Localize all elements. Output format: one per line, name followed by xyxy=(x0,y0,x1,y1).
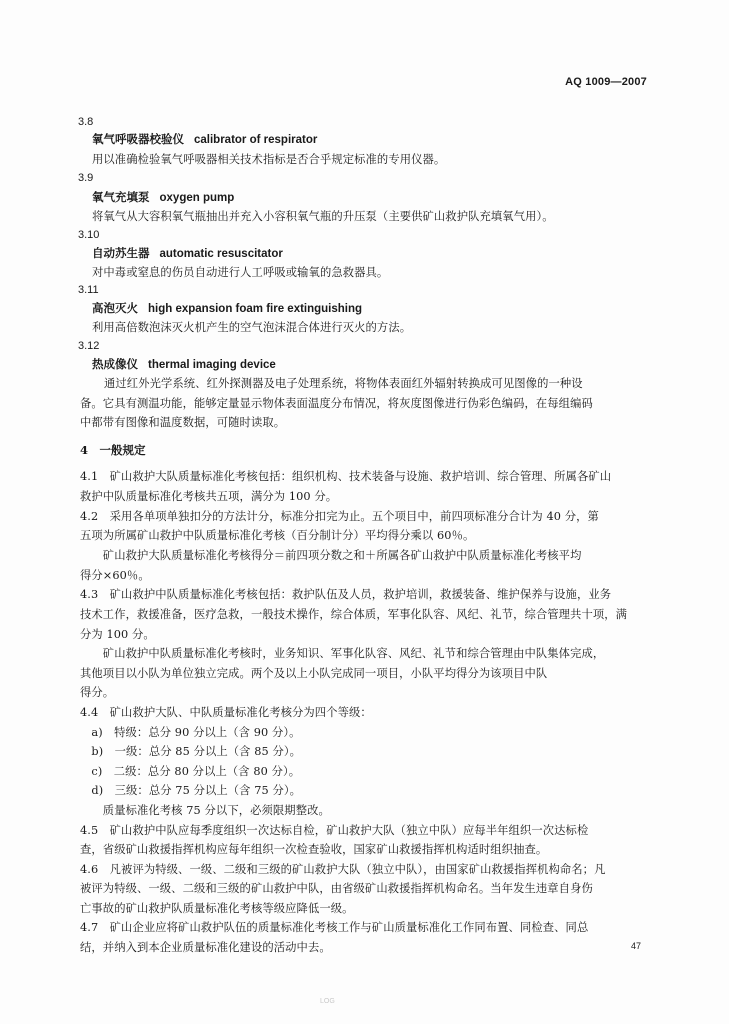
term-title xyxy=(92,189,234,205)
list-item: b) 一级：总分 85 分以上（含 85 分）。 xyxy=(80,745,302,758)
footer-mark: LOG xyxy=(320,998,335,1005)
term-title xyxy=(92,245,283,261)
list-item: c) 二级：总分 80 分以上（含 80 分）。 xyxy=(80,765,301,778)
term-description: 将氧气从大容积氧气瓶抽出并充入小容积氧气瓶的升压泵（主要供矿山救护队充填氧气用）。 xyxy=(92,210,554,223)
paragraph-line: 4.3 矿山救护中队质量标准化考核包括：救护队伍及人员，救护培训，救援装备、维护保养与设施，业务 xyxy=(80,588,612,601)
paragraph-line: 4.7 矿山企业应将矿山救护队伍的质量标准化考核工作与矿山质量标准化工作同布置、同检查、同总 xyxy=(80,921,589,934)
paragraph-line: 得分×60％。 xyxy=(80,569,150,582)
list-item: a) 特级：总分 90 分以上（含 90 分）。 xyxy=(80,726,301,739)
term-number: 3.9 xyxy=(78,172,94,184)
term-title-en: thermal imaging device xyxy=(148,359,276,371)
paragraph-line: 质量标准化考核 75 分以下，必须限期整改。 xyxy=(80,804,330,817)
term-number: 3.12 xyxy=(78,340,100,352)
standard-code: AQ 1009—2007 xyxy=(565,76,647,88)
page-number: 47 xyxy=(630,941,641,951)
paragraph-line: 被评为特级、一级、二级和三级的矿山救护中队，由省级矿山救援指挥机构命名。当年发生违章自身伤 xyxy=(80,882,593,895)
term-number: 3.10 xyxy=(78,229,100,241)
term-description: 备。它具有测温功能，能够定量显示物体表面温度分布情况，将灰度图像进行伪彩色编码，在每组编码 xyxy=(80,397,593,410)
paragraph-line: 4.5 矿山救护中队应每季度组织一次达标自检，矿山救护大队（独立中队）应每半年组织一次达标检 xyxy=(80,824,589,837)
term-description: 利用高倍数泡沫灭火机产生的空气泡沫混合体进行灭火的方法。 xyxy=(92,321,412,334)
term-title-en: calibrator of respirator xyxy=(194,134,318,146)
paragraph-line: 其他项目以小队为单位独立完成。两个及以上小队完成同一项目，小队平均得分为该项目中队 xyxy=(80,667,548,680)
paragraph-line: 救护中队质量标准化考核共五项，满分为 100 分。 xyxy=(80,490,338,503)
term-title-en: oxygen pump xyxy=(159,192,235,204)
paragraph-line: 矿山救护中队质量标准化考核时，业务知识、军事化队容、风纪、礼节和综合管理由中队集体完成， xyxy=(80,647,605,660)
term-title xyxy=(92,300,362,316)
paragraph-line: 矿山救护大队质量标准化考核得分＝前四项分数之和＋所属各矿山救护中队质量标准化考核平均 xyxy=(80,549,582,562)
paragraph-line: 查，省级矿山救援指挥机构应每年组织一次检查验收，国家矿山救援指挥机构适时组织抽查。 xyxy=(80,843,548,856)
paragraph-line: 4.2 采用各单项单独扣分的方法计分，标准分扣完为止。五个项目中，前四项标准分合计为 40 分，第 xyxy=(80,510,599,523)
paragraph-line: 亡事故的矿山救护队质量标准化考核等级应降低一级。 xyxy=(80,902,354,915)
paragraph-line: 结，并纳入到本企业质量标准化建设的活动中去。 xyxy=(80,941,331,954)
paragraph-line: 分为 100 分。 xyxy=(80,628,155,641)
paragraph-line: 技术工作，救援准备，医疗急救，一般技术操作，综合体质，军事化队容、风纪、礼节，综合管理共十项，满 xyxy=(80,608,628,621)
paragraph-line: 4.1 矿山救护大队质量标准化考核包括：组织机构、技术装备与设施、救护培训、综合管理、所属各矿山 xyxy=(80,470,612,483)
term-number: 3.8 xyxy=(78,116,94,128)
paragraph-line: 得分。 xyxy=(80,686,115,699)
term-title xyxy=(92,356,276,372)
term-title xyxy=(92,131,317,147)
term-description: 用以准确检验氧气呼吸器相关技术指标是否合乎规定标准的专用仪器。 xyxy=(92,153,446,166)
term-title-cn: 热成像仪 xyxy=(92,357,138,371)
section-heading: 4 一般规定 xyxy=(80,443,146,457)
term-title-cn: 自动苏生器 xyxy=(92,246,150,260)
term-title-en: high expansion foam fire extinguishing xyxy=(148,303,363,315)
list-item: d) 三级：总分 75 分以上（含 75 分）。 xyxy=(80,784,302,797)
term-description: 对中毒或窒息的伤员自动进行人工呼吸或输氧的急救器具。 xyxy=(92,266,389,279)
term-title-cn: 氧气呼吸器校验仪 xyxy=(92,132,184,146)
term-title-en: automatic resuscitator xyxy=(159,248,283,260)
paragraph-line: 五项为所属矿山救护中队质量标准化考核（百分制计分）平均得分乘以 60％。 xyxy=(80,529,475,542)
term-description: 通过红外光学系统、红外探测器及电子处理系统，将物体表面红外辐射转换成可见图像的一种设 xyxy=(104,377,583,390)
term-description: 中都带有图像和温度数据，可随时读取。 xyxy=(80,416,286,429)
term-title-cn: 高泡灭火 xyxy=(92,301,138,315)
paragraph-line: 4.4 矿山救护大队、中队质量标准化考核分为四个等级： xyxy=(80,706,372,719)
term-title-cn: 氧气充填泵 xyxy=(92,190,150,204)
term-number: 3.11 xyxy=(78,284,99,296)
paragraph-line: 4.6 凡被评为特级、一级、二级和三级的矿山救护大队（独立中队），由国家矿山救援指挥机构命名；凡 xyxy=(80,863,606,876)
